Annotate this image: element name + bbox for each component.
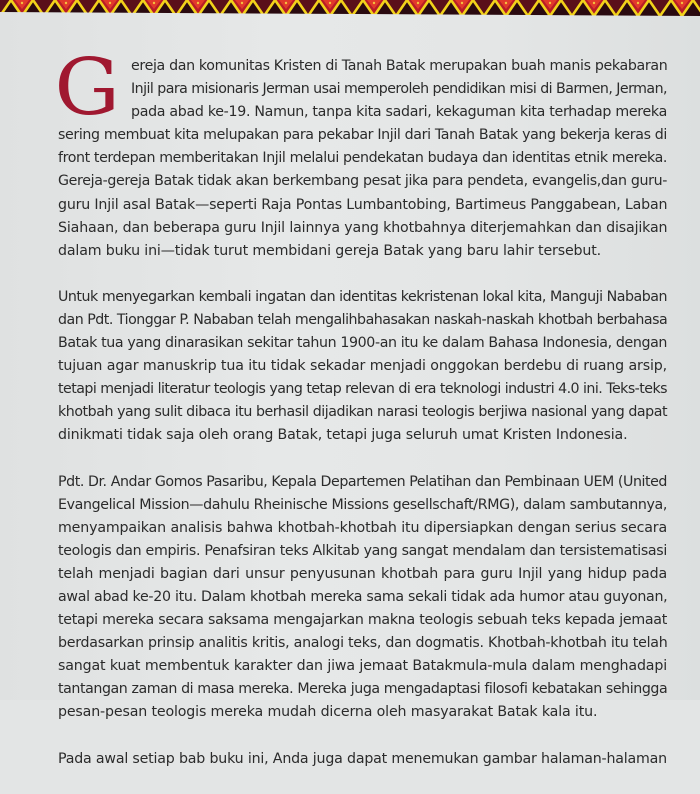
text-line: dalam buku ini—tidak turut membidani gereja Batak yang baru lahir tersebut.: [58, 242, 601, 259]
text-line: dinikmati tidak saja oleh orang Batak, tetapi juga seluruh umat Kristen Indonesia.: [58, 427, 628, 444]
text-line: Gereja-gereja Batak tidak akan berkembang pesat jika para pendeta, evangelis,dan guru-: [58, 173, 668, 190]
text-line: teologis dan empiris. Penafsiran teks Alkitab yang sangat mendalam dan tersistematisasi: [58, 542, 667, 559]
text-line: pesan-pesan teologis mereka mudah dicerna oleh masyarakat Batak kala itu.: [58, 704, 598, 721]
text-line: sering membuat kita melupakan para pekabar Injil dari Tanah Batak yang bekerja keras di: [58, 127, 667, 144]
paragraph-4: [58, 748, 667, 771]
text-line: front terdepan memberitakan Injil melalui pendekatan budaya dan identitas etnik mereka.: [58, 150, 668, 167]
text-line: tetapi mereka secara saksama mengajarkan makna teologis sebuah teks kepada jemaat: [58, 612, 667, 629]
text-line: Siahaan, dan beberapa guru Injil lainnya yang khotbahnya diterjemahkan dan disajikan: [58, 219, 668, 236]
text-line: berdasarkan prinsip analitis kritis, analogi teks, dan dogmatis. Khotbah-khotbah itu telah: [58, 635, 668, 652]
text-line: Batak tua yang dinarasikan sekitar tahun 1900-an itu ke dalam Bahasa Indonesia, dengan: [58, 335, 667, 352]
text-line: Pada awal setiap bab buku ini, Anda juga dapat menemukan gambar halaman-halaman: [58, 750, 667, 767]
text-line: tetapi menjadi literatur teologis yang tetap relevan di era teknologi industri 4.0 ini. Teks-teks: [58, 381, 667, 398]
drop-cap: G: [54, 43, 120, 133]
body-text: [54, 43, 668, 794]
text-line: sangat kuat membentuk karakter dan jiwa jemaat Batakmula-mula dalam menghadapi: [58, 658, 667, 675]
text-line: Pdt. Dr. Andar Gomos Pasaribu, Kepala Departemen Pelatihan dan Pembinaan UEM (United: [58, 473, 668, 490]
paragraph-1: [58, 55, 667, 263]
text-line: menyampaikan analisis bahwa khotbah-khotbah itu dipersiapkan dengan serius secara: [58, 519, 667, 536]
text-line: guru Injil asal Batak—seperti Raja Pontas Lumbantobing, Bartimeus Panggabean, Laban: [58, 196, 668, 213]
text-line: tantangan zaman di masa mereka. Mereka juga mengadaptasi filosofi kebatakan sehingga: [58, 681, 668, 698]
text-line: Injil para misionaris Jerman usai memperoleh pendidikan misi di Barmen, Jerman,: [131, 81, 667, 98]
text-line: awal abad ke-20 itu. Dalam khotbah mereka sama sekali tidak ada humor atau guyonan,: [58, 588, 668, 605]
text-line: dan Pdt. Tionggar P. Nababan telah mengalihbahasakan naskah-naskah khotbah berbahasa: [58, 311, 668, 328]
text-line: pada abad ke-19. Namun, tanpa kita sadari, kekaguman kita terhadap mereka: [131, 104, 667, 121]
text-line: khotbah yang sulit dibaca itu berhasil dijadikan narasi teologis berjiwa nasional yang dapat: [58, 404, 668, 421]
text-line: ereja dan komunitas Kristen di Tanah Batak merupakan buah manis pekabaran: [131, 58, 668, 74]
text-line: Untuk menyegarkan kembali ingatan dan identitas kekristenan lokal kita, Manguji Nababan: [58, 288, 667, 305]
text-line: tujuan agar manuskrip tua itu tidak sekadar menjadi onggokan berdebu di ruang arsip,: [58, 358, 667, 375]
paragraph-2: [58, 286, 667, 448]
paragraph-3: [58, 471, 667, 725]
text-line: Evangelical Mission—dahulu Rheinische Missions gesellschaft/RMG), dalam sambutannya,: [58, 496, 668, 513]
text-line: telah menjadi bagian dari unsur penyusunan khotbah para guru Injil yang hidup pada: [58, 565, 667, 582]
